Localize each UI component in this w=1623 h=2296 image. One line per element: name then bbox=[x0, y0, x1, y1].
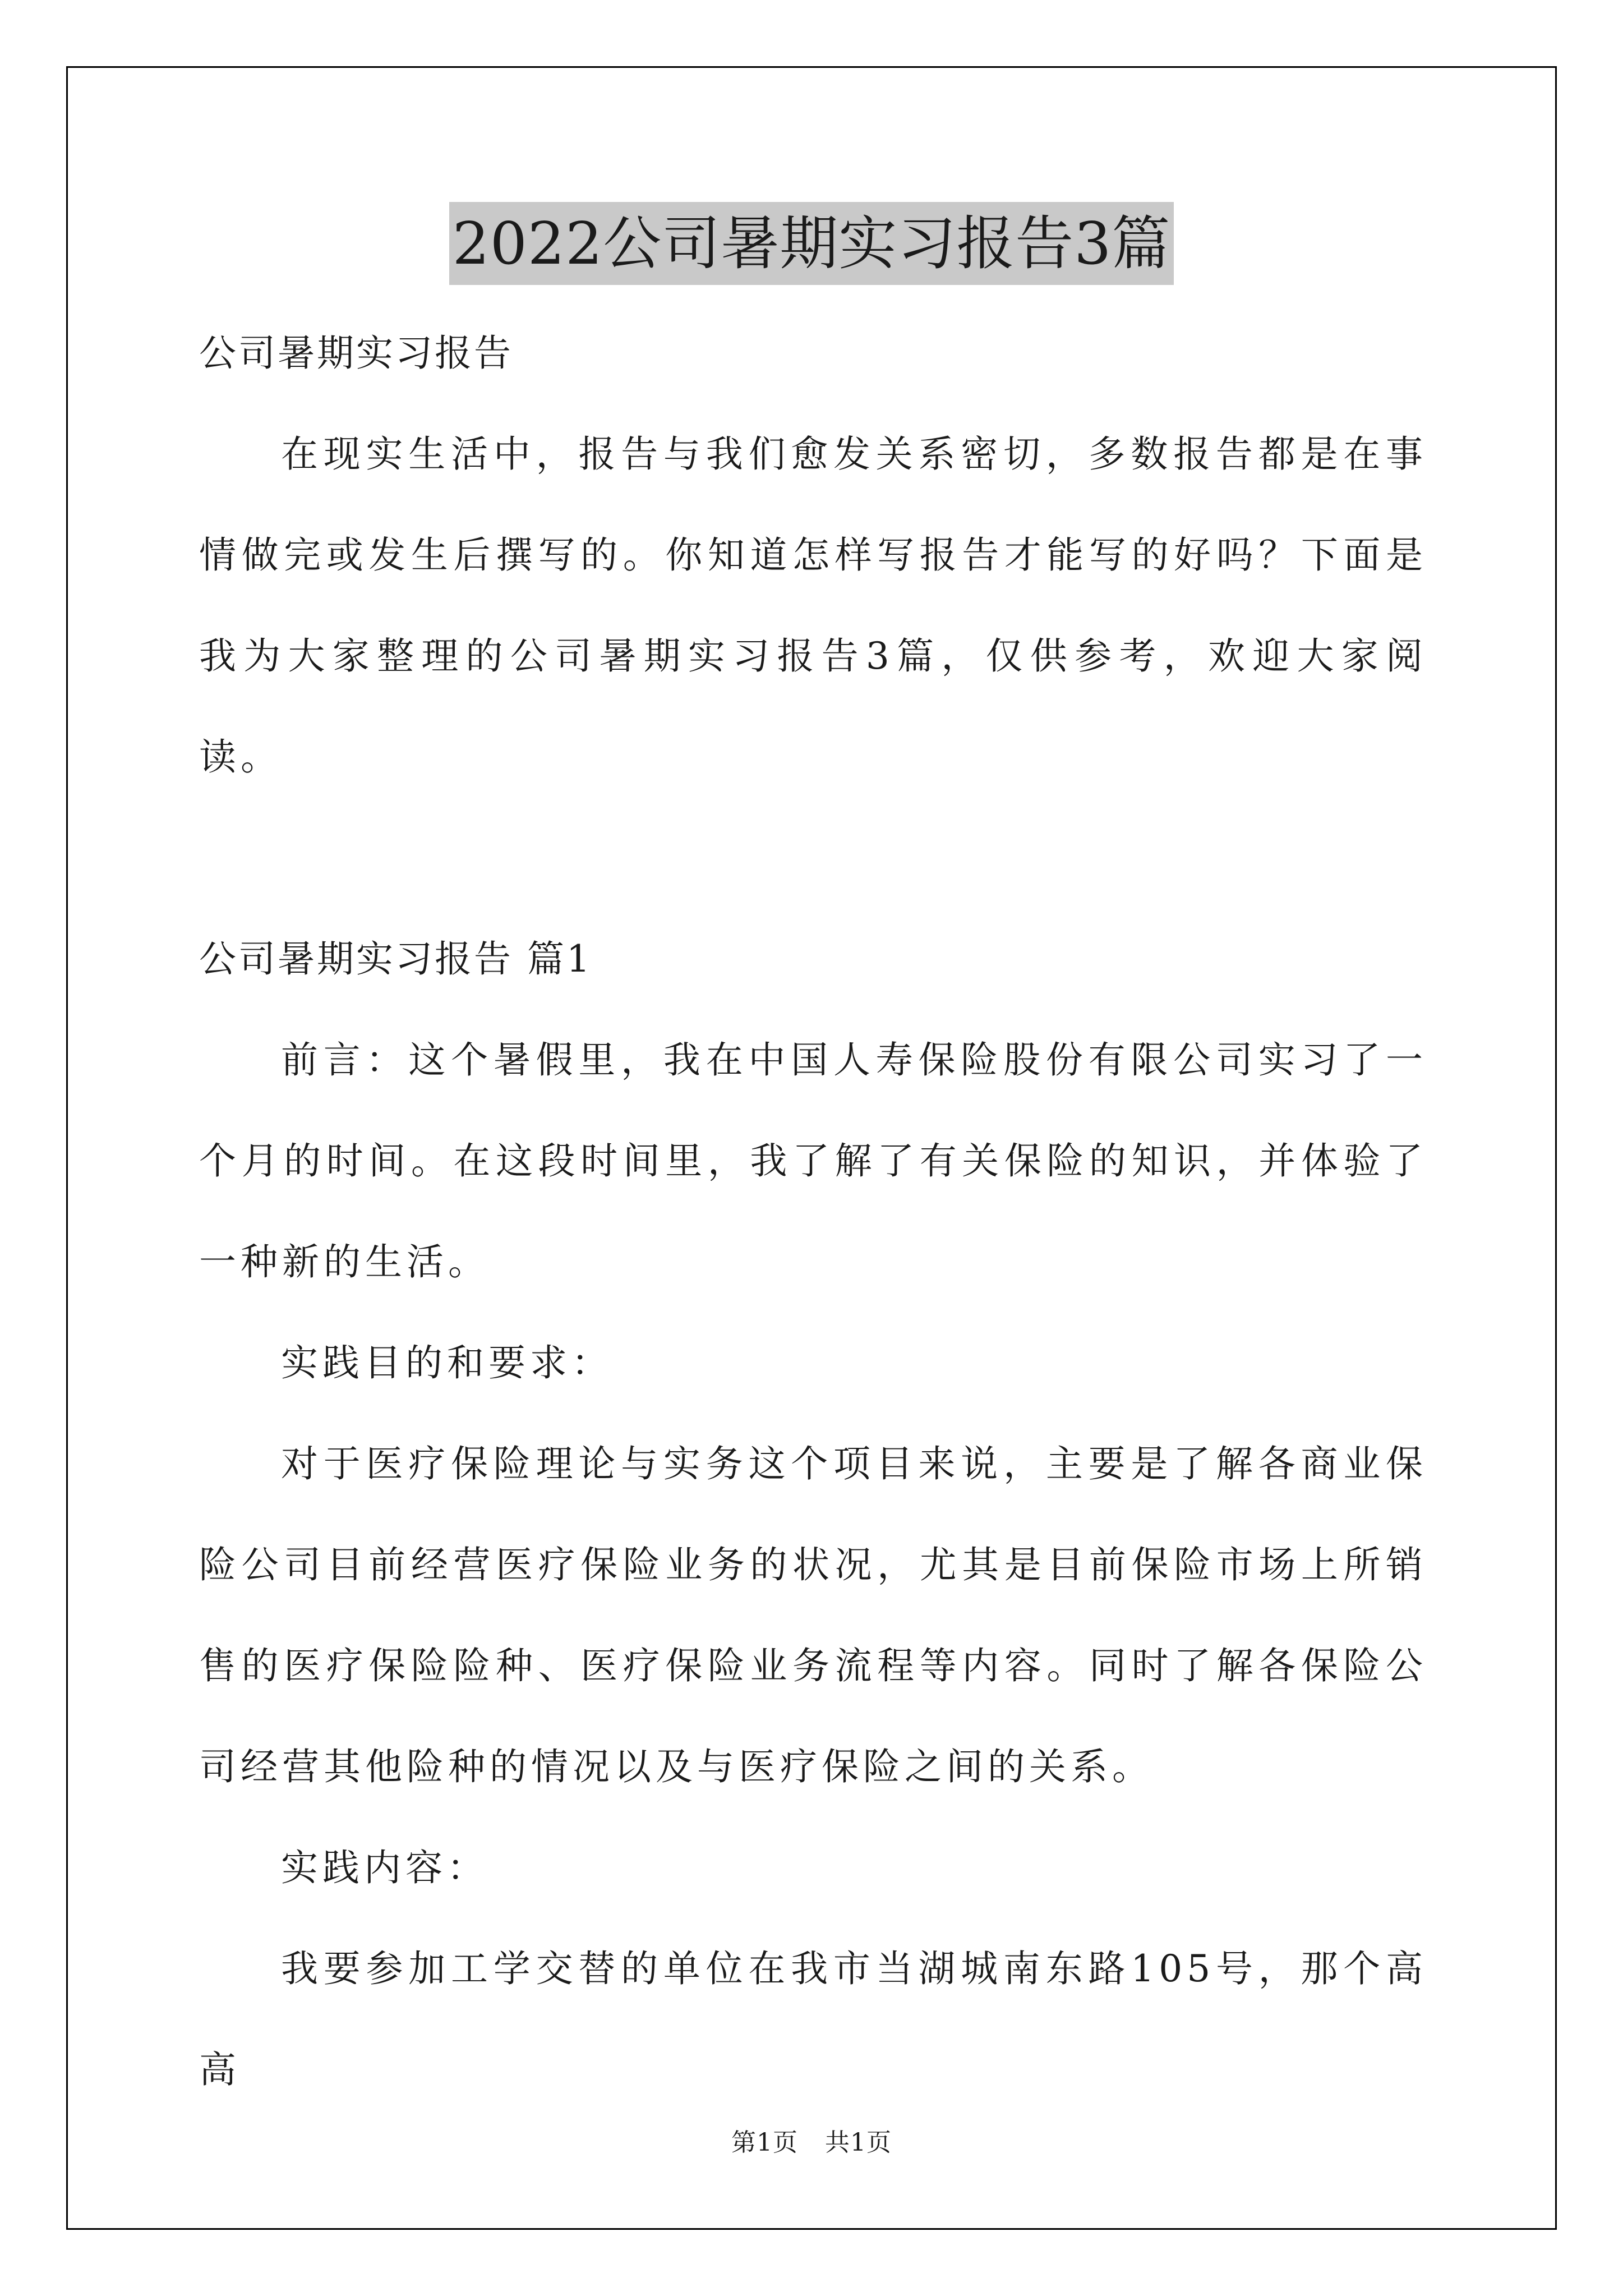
document-body bbox=[199, 303, 1427, 2120]
intro-paragraph: 在现实生活中，报告与我们愈发关系密切，多数报告都是在事情做完或发生后撰写的。你知道怎样写报告才能写的好吗？下面是我为大家整理的公司暑期实习报告3篇，仅供参考，欢迎大家阅读。 bbox=[199, 432, 1427, 779]
page-total: 共1页 bbox=[825, 2128, 892, 2157]
paragraph: 前言：这个暑假里，我在中国人寿保险股份有限公司实习了一个月的时间。在这段时间里，我了解了有关保险的知识，并体验了一种新的生活。 bbox=[199, 1038, 1427, 1283]
document-title: 2022公司暑期实习报告3篇 bbox=[449, 202, 1174, 285]
paragraph: 实践目的和要求： bbox=[281, 1341, 613, 1384]
section-heading: 公司暑期实习报告 篇1 bbox=[199, 937, 592, 981]
paragraph: 对于医疗保险理论与实务这个项目来说，主要是了解各商业保险公司目前经营医疗保险业务的状况，尤其是目前保险市场上所销售的医疗保险险种、医疗保险业务流程等内容。同时了解各保险公司经营其他险种的情况以及与医疗保险之间的关系。 bbox=[199, 1442, 1427, 1788]
page-footer bbox=[0, 2126, 1623, 2160]
paragraph: 我要参加工学交替的单位在我市当湖城南东路105号，那个高高 bbox=[199, 1947, 1427, 2091]
intro-heading: 公司暑期实习报告 bbox=[199, 332, 513, 375]
title-container bbox=[0, 202, 1623, 285]
page-number: 第1页 bbox=[731, 2128, 798, 2157]
paragraph: 实践内容： bbox=[281, 1846, 488, 1889]
